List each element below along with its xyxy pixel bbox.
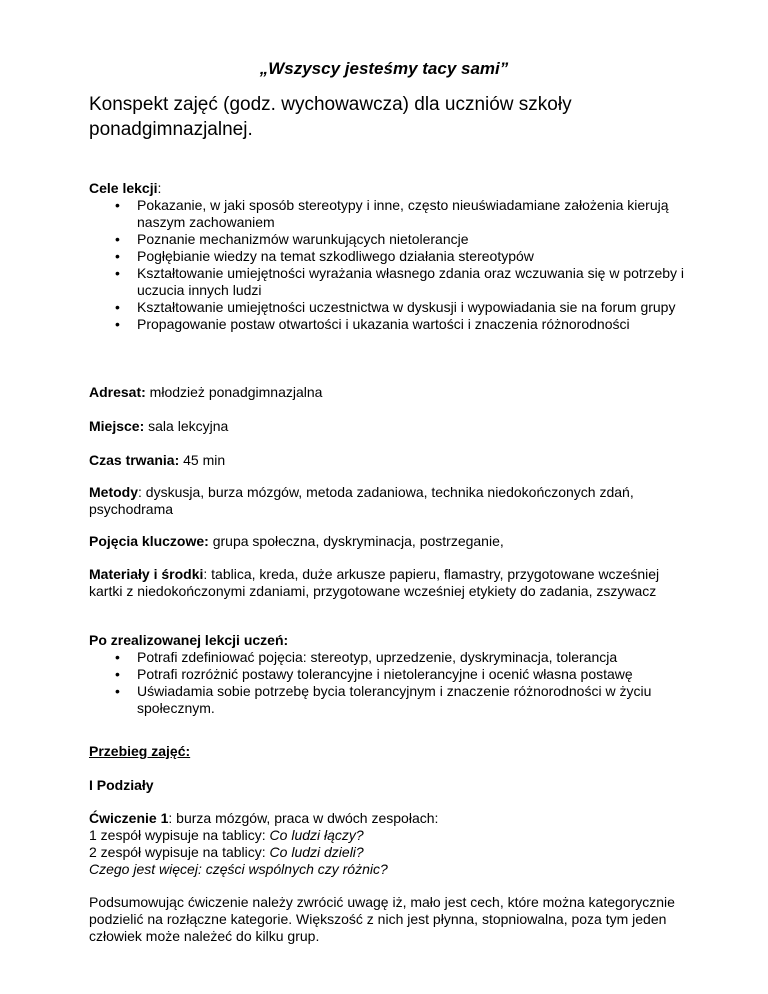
document-subtitle: Konspekt zajęć (godz. wychowawcza) dla uczniów szkoły ponadgimnazjalnej. [89, 94, 572, 140]
czas-value: 45 min [179, 452, 226, 468]
cwiczenie-line2-question: Co ludzi dzieli? [269, 844, 364, 860]
cwiczenie-section [89, 810, 689, 878]
przebieg-label: Przebieg zajęć: [89, 743, 191, 759]
podzialy-heading [89, 777, 689, 794]
list-item: • Propagowanie postaw otwartości i ukazania wartości i znaczenia różnorodności [111, 316, 689, 333]
podzialy-label: I Podziały [89, 777, 154, 793]
materialy-label: Materiały i środki [89, 566, 204, 582]
adresat-line [89, 384, 689, 401]
miejsce-line [89, 418, 689, 435]
przebieg-heading [89, 743, 689, 760]
cwiczenie-label: Ćwiczenie 1 [89, 810, 169, 826]
adresat-label: Adresat: [89, 384, 146, 400]
po-section [89, 632, 689, 717]
cele-label: Cele lekcji [89, 180, 158, 196]
czas-line [89, 452, 689, 469]
cele-colon: : [157, 180, 162, 196]
materialy-line [89, 566, 689, 600]
cwiczenie-line1-question: Co ludzi łączy? [269, 827, 364, 843]
list-item: • Kształtowanie umiejętności uczestnictwa w dyskusji i wypowiadania sie na forum grupy [111, 299, 689, 316]
po-list [89, 649, 689, 717]
cele-list [89, 197, 689, 333]
list-item: • Potrafi zdefiniować pojęcia: stereotyp, uprzedzenie, dyskryminacja, tolerancja [111, 649, 689, 666]
list-item: • Kształtowanie umiejętności wyrażania własnego zdania oraz wczuwania się w potrzeby i uczucia innych ludzi [111, 265, 689, 299]
adresat-value: młodzież ponadgimnazjalna [145, 384, 323, 400]
list-item: • Potrafi rozróżnić postawy tolerancyjne i nietolerancyjne i ocenić własna postawę [111, 666, 689, 683]
pojecia-value: grupa społeczna, dyskryminacja, postrzeganie, [208, 533, 504, 549]
metody-line [89, 484, 689, 518]
miejsce-label: Miejsce: [89, 418, 145, 434]
materialy-value: : tablica, kreda, duże arkusze papieru, flamastry, przygotowane wcześniej kartki z niedokończonymi zdaniami, przygotowane wcześniej etykiety do zadania, zszywacz [89, 566, 660, 599]
metody-label: Metody [89, 484, 138, 500]
document-title: „Wszyscy jesteśmy tacy sami” [259, 59, 509, 78]
cwiczenie-line2-text: 2 zespół wypisuje na tablicy: [89, 844, 270, 860]
list-item: • Poznanie mechanizmów warunkujących nietolerancje [111, 231, 689, 248]
cwiczenie-intro: : burza mózgów, praca w dwóch zespołach: [168, 810, 439, 826]
miejsce-value: sala lekcyjna [144, 418, 229, 434]
po-label: Po zrealizowanej lekcji uczeń: [89, 632, 289, 648]
czas-label: Czas trwania: [89, 452, 180, 468]
podsumowanie-paragraph: Podsumowując ćwiczenie należy zwrócić uwagę iż, mało jest cech, które można kategorycznie podzielić na rozłączne kategorie. Większość z nich jest płynna, stopniowalna, poza tym jeden człowiek może należeć do kilku grup. [89, 894, 675, 944]
cwiczenie-line3: Czego jest więcej: części wspólnych czy różnic? [89, 861, 388, 877]
cwiczenie-line1-text: 1 zespół wypisuje na tablicy: [89, 827, 270, 843]
pojecia-line [89, 533, 689, 550]
list-item: • Pokazanie, w jaki sposób stereotypy i inne, często nieuświadamiane założenia kierują naszym zachowaniem [111, 197, 689, 231]
cele-section [89, 180, 689, 333]
list-item: • Uświadamia sobie potrzebę bycia tolerancyjnym i znaczenie różnorodności w życiu społecznym. [111, 683, 689, 717]
pojecia-label: Pojęcia kluczowe: [89, 533, 209, 549]
metody-value: : dyskusja, burza mózgów, metoda zadaniowa, technika niedokończonych zdań, psychodrama [89, 484, 634, 517]
list-item: • Pogłębianie wiedzy na temat szkodliwego działania stereotypów [111, 248, 689, 265]
